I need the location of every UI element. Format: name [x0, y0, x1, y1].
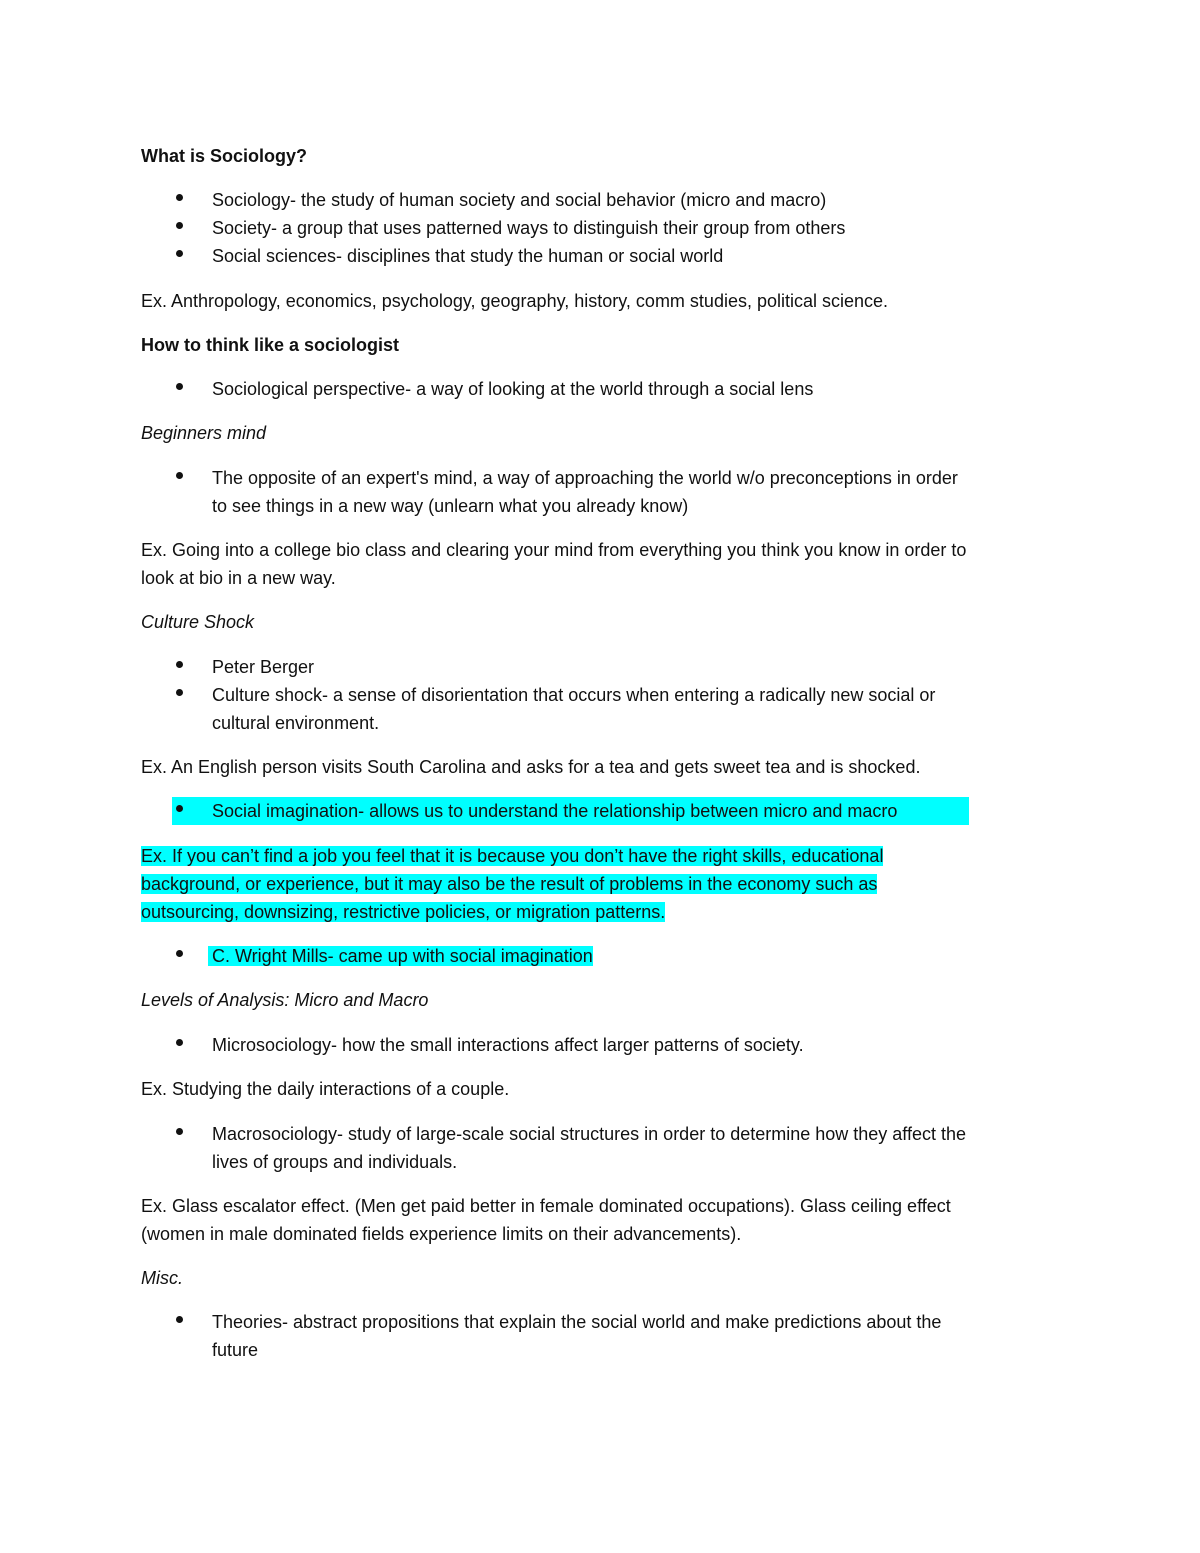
bullet-sociological-perspective: Sociological perspective- a way of looking at the world through a social lens: [212, 379, 814, 399]
bullet-icon: [176, 1316, 183, 1323]
highlighted-text: background, or experience, but it may also be the result of problems in the economy such as: [141, 874, 878, 894]
bullet-social-sciences-definition: Social sciences- disciplines that study the human or social world: [212, 246, 724, 266]
heading-what-is-sociology: What is Sociology?: [141, 146, 308, 166]
subheading-misc: Misc.: [141, 1268, 183, 1288]
bullet-icon: [176, 1128, 183, 1135]
bullet-icon: [176, 661, 183, 668]
example-macrosociology-line-2: (women in male dominated fields experience limits on their advancements).: [141, 1224, 742, 1244]
bullet-beginners-mind-line-1: The opposite of an expert's mind, a way of approaching the world w/o preconceptions in order: [212, 468, 958, 488]
bullet-icon: [176, 383, 183, 390]
bullet-c-wright-mills: [208, 942, 593, 970]
example-imagination-line-2: [141, 870, 877, 898]
example-microsociology: Ex. Studying the daily interactions of a couple.: [141, 1079, 510, 1099]
bullet-icon: [176, 250, 183, 257]
heading-think-like-sociologist: How to think like a sociologist: [141, 335, 400, 355]
example-social-sciences: Ex. Anthropology, economics, psychology, geography, history, comm studies, political science.: [141, 291, 889, 311]
bullet-peter-berger: Peter Berger: [212, 657, 315, 677]
bullet-icon: [176, 194, 183, 201]
bullet-icon: [176, 222, 183, 229]
subheading-levels-of-analysis: Levels of Analysis: Micro and Macro: [141, 990, 429, 1010]
bullet-icon: [176, 689, 183, 696]
example-culture-shock: Ex. An English person visits South Carolina and asks for a tea and gets sweet tea and is shocked.: [141, 757, 921, 777]
example-imagination-line-3: [141, 898, 665, 926]
subheading-beginners-mind: Beginners mind: [141, 423, 267, 443]
highlighted-text: C. Wright Mills- came up with social imagination: [208, 946, 593, 966]
bullet-sociology-definition: Sociology- the study of human society and social behavior (micro and macro): [212, 190, 827, 210]
bullet-society-definition: Society- a group that uses patterned ways to distinguish their group from others: [212, 218, 846, 238]
bullet-macrosociology-line-2: lives of groups and individuals.: [212, 1152, 458, 1172]
bullet-microsociology: Microsociology- how the small interactions affect larger patterns of society.: [212, 1035, 804, 1055]
example-imagination-line-1: [141, 842, 883, 870]
example-macrosociology-line-1: Ex. Glass escalator effect. (Men get paid better in female dominated occupations). Glass ceiling effect: [141, 1196, 951, 1216]
bullet-icon: [176, 1039, 183, 1046]
highlighted-text: outsourcing, downsizing, restrictive policies, or migration patterns.: [141, 902, 666, 922]
bullet-icon: [176, 805, 183, 812]
subheading-culture-shock: Culture Shock: [141, 612, 255, 632]
highlighted-text: Ex. If you can’t find a job you feel that it is because you don’t have the right skills, educational: [141, 846, 884, 866]
example-beginners-line-2: look at bio in a new way.: [141, 568, 336, 588]
bullet-theories-line-1: Theories- abstract propositions that explain the social world and make predictions about the: [212, 1312, 942, 1332]
bullet-culture-shock-line-2: cultural environment.: [212, 713, 380, 733]
bullet-culture-shock-line-1: Culture shock- a sense of disorientation that occurs when entering a radically new social or: [212, 685, 936, 705]
bullet-social-imagination: Social imagination- allows us to understand the relationship between micro and macro: [212, 801, 898, 821]
bullet-beginners-mind-line-2: to see things in a new way (unlearn what you already know): [212, 496, 689, 516]
bullet-icon: [176, 950, 183, 957]
bullet-icon: [176, 472, 183, 479]
bullet-theories-line-2: future: [212, 1340, 259, 1360]
bullet-macrosociology-line-1: Macrosociology- study of large-scale social structures in order to determine how they affect the: [212, 1124, 967, 1144]
example-beginners-line-1: Ex. Going into a college bio class and clearing your mind from everything you think you know in order to: [141, 540, 967, 560]
